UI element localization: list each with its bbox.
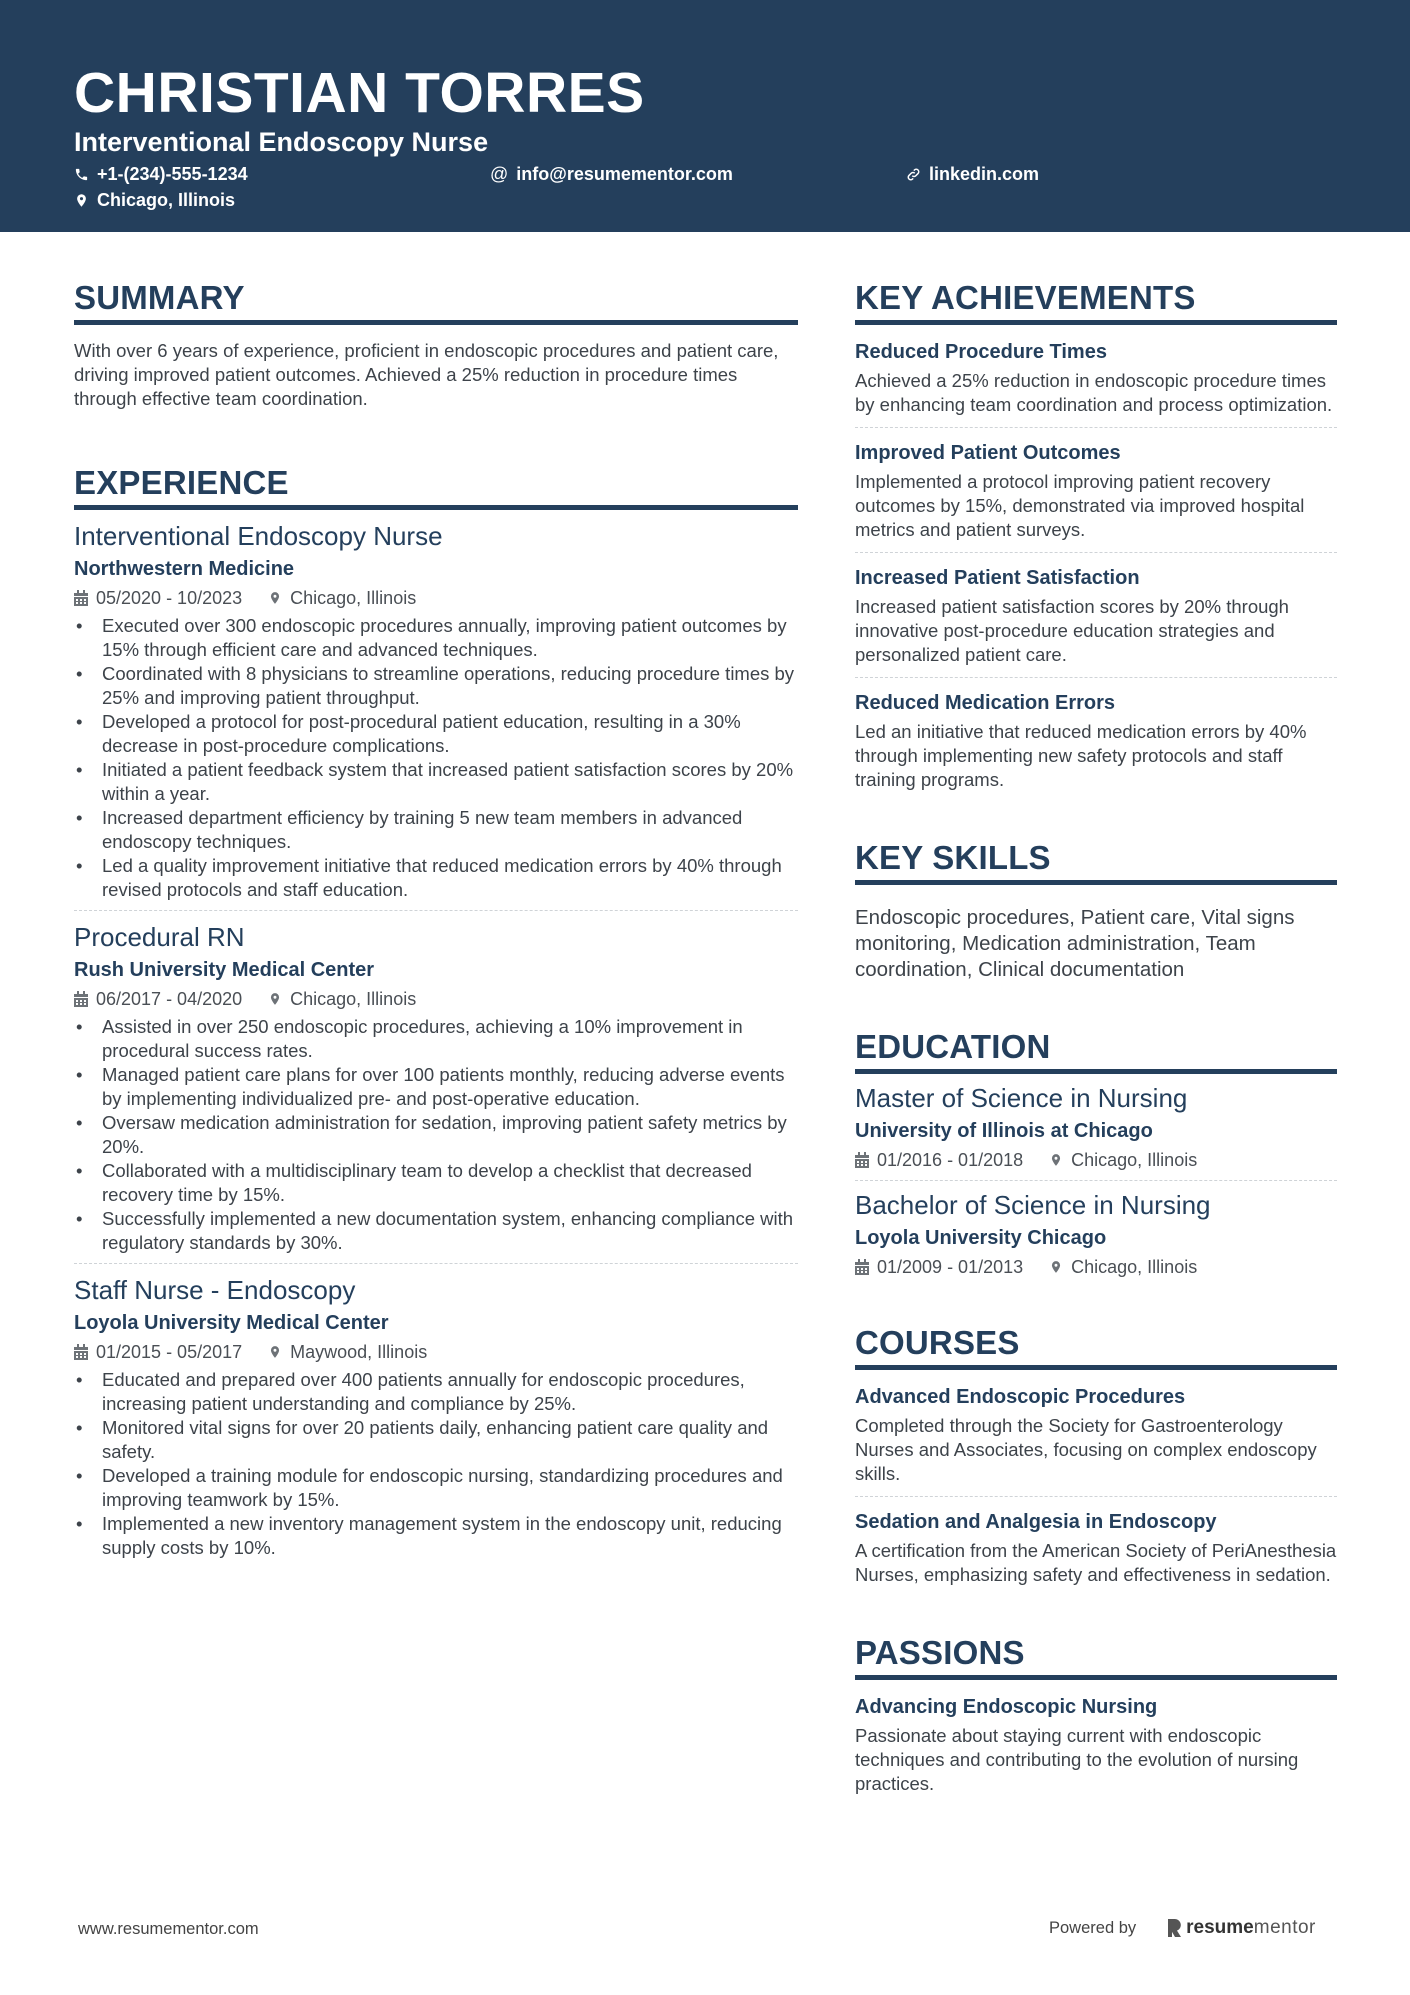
bullet-item: • Developed a protocol for post-procedural patient education, resulting in a 30% decrease in post-procedure complications.: [74, 710, 798, 758]
bullet-item: • Increased department efficiency by training 5 new team members in advanced endoscopy techniques.: [74, 806, 798, 854]
company-name: Rush University Medical Center: [74, 959, 375, 981]
calendar-icon: [74, 1344, 88, 1360]
location: [268, 1340, 427, 1364]
bullet-list: [74, 1368, 798, 1560]
map-pin-icon: [268, 590, 282, 606]
achievement-list: [855, 339, 1337, 802]
achievement-description: Led an initiative that reduced medication errors by 40% through implementing new safety protocols and staff training programs.: [855, 721, 1307, 790]
map-pin-icon: [1049, 1152, 1063, 1168]
map-pin-icon: [268, 991, 282, 1007]
section-divider: [855, 1365, 1337, 1370]
candidate-name: CHRISTIAN TORRES: [74, 61, 645, 125]
course: [855, 1496, 1337, 1597]
summary-text: With over 6 years of experience, proficient in endoscopic procedures and patient care, driving improved patient outcomes. Achieved a 25% reduction in procedure times through effective team coordination.: [74, 340, 779, 409]
link-text[interactable]: linkedin.com: [929, 164, 1040, 184]
bullet-item: • Monitored vital signs for over 20 patients daily, enhancing patient care quality and safety.: [74, 1416, 798, 1464]
phone-icon: [74, 167, 89, 182]
section-divider: [74, 505, 798, 510]
date-range: 01/2016 - 01/2018: [877, 1150, 1024, 1170]
skills-text: Endoscopic procedures, Patient care, Vital signs monitoring, Medication administration, Team coordination, Clinical documentation: [855, 906, 1295, 981]
achievement-description: Increased patient satisfaction scores by 20% through innovative post-procedure education strategies and personalized patient care.: [855, 596, 1289, 665]
achievement-title: Improved Patient Outcomes: [855, 442, 1121, 464]
date-range: 05/2020 - 10/2023: [96, 588, 243, 608]
bullet-item: • Educated and prepared over 400 patients annually for endoscopic procedures, increasing patient understanding and compliance by 25%.: [74, 1368, 798, 1416]
course-description: Completed through the Society for Gastroenterology Nurses and Associates, focusing on complex endoscopy skills.: [855, 1415, 1317, 1484]
section-title: SUMMARY: [74, 279, 245, 316]
experience-section: [74, 463, 798, 1568]
section-divider: [74, 320, 798, 325]
skills-section: [855, 838, 1337, 983]
bullet-list: [74, 614, 798, 902]
email-text[interactable]: info@resumementor.com: [516, 164, 733, 184]
location-text: Maywood, Illinois: [290, 1342, 428, 1362]
calendar-icon: [74, 991, 88, 1007]
location: [1049, 1148, 1197, 1172]
school-name: University of Illinois at Chicago: [855, 1120, 1153, 1142]
achievement-title: Increased Patient Satisfaction: [855, 567, 1140, 589]
date-range: 06/2017 - 04/2020: [96, 989, 243, 1009]
location: [1049, 1255, 1197, 1279]
degree: Bachelor of Science in Nursing: [855, 1190, 1211, 1220]
map-pin-icon: [1049, 1259, 1063, 1275]
resumementor-logo[interactable]: [1166, 1917, 1316, 1939]
bullet-item: • Managed patient care plans for over 100 patients monthly, reducing adverse events by implementing individualized pre- and post-operative education.: [74, 1063, 798, 1111]
phone-text: +1-(234)-555-1234: [97, 164, 248, 184]
passion: [855, 1694, 1337, 1806]
achievement-title: Reduced Procedure Times: [855, 341, 1107, 363]
achievement-description: Achieved a 25% reduction in endoscopic procedure times by enhancing team coordination and process optimization.: [855, 370, 1333, 415]
company-name: Northwestern Medicine: [74, 558, 295, 580]
course-title: Advanced Endoscopic Procedures: [855, 1386, 1186, 1408]
calendar-icon: [74, 590, 88, 606]
section-title: KEY ACHIEVEMENTS: [855, 279, 1196, 316]
at-icon: @: [490, 164, 509, 184]
left-column: [74, 278, 798, 1604]
date-location-row: [855, 1255, 1337, 1279]
education-section: [855, 1027, 1337, 1287]
passion-list: [855, 1694, 1337, 1806]
job-entry: [74, 910, 798, 1263]
logo-mark-icon: [1166, 1918, 1182, 1938]
location: [268, 586, 416, 610]
achievements-section: [855, 278, 1337, 802]
right-column: [855, 278, 1337, 1842]
job-title: Procedural RN: [74, 922, 245, 952]
achievement: [855, 339, 1337, 427]
course-description: A certification from the American Society of PeriAnesthesia Nurses, emphasizing safety and effectiveness in sedation.: [855, 1540, 1337, 1585]
date-range: 01/2009 - 01/2013: [877, 1257, 1024, 1277]
bullet-item: • Initiated a patient feedback system that increased patient satisfaction scores by 20% within a year.: [74, 758, 798, 806]
bullet-item: • Coordinated with 8 physicians to streamline operations, reducing procedure times by 25% and improving patient throughput.: [74, 662, 798, 710]
course-list: [855, 1384, 1337, 1597]
link-icon: [906, 167, 921, 182]
date-location-row: [74, 987, 798, 1011]
contact-link[interactable]: [906, 163, 1039, 185]
location-text: Chicago, Illinois: [1071, 1257, 1198, 1277]
bullet-item: • Assisted in over 250 endoscopic procedures, achieving a 10% improvement in procedural success rates.: [74, 1015, 798, 1063]
achievement: [855, 677, 1337, 802]
date-location-row: [74, 586, 798, 610]
section-title: KEY SKILLS: [855, 839, 1051, 876]
school-name: Loyola University Chicago: [855, 1227, 1107, 1249]
logo-text-regular: mentor: [1253, 1917, 1316, 1938]
contact-phone: [74, 163, 248, 185]
candidate-title: Interventional Endoscopy Nurse: [74, 127, 489, 157]
location-text: Chicago, Illinois: [290, 588, 417, 608]
date-range: 01/2015 - 05/2017: [96, 1342, 243, 1362]
logo-text-bold: resume: [1186, 1917, 1254, 1938]
course: [855, 1384, 1337, 1496]
bullet-list: [74, 1015, 798, 1255]
bullet-item: • Developed a training module for endoscopic nursing, standardizing procedures and improving teamwork by 15%.: [74, 1464, 798, 1512]
location: [268, 987, 416, 1011]
section-title: COURSES: [855, 1324, 1020, 1361]
location-text: Chicago, Illinois: [1071, 1150, 1198, 1170]
passion-description: Passionate about staying current with endoscopic techniques and contributing to the evolution of nursing practices.: [855, 1725, 1299, 1794]
job-title: Interventional Endoscopy Nurse: [74, 521, 443, 551]
section-divider: [855, 1675, 1337, 1680]
contact-location: [74, 189, 235, 211]
achievement: [855, 552, 1337, 677]
job-list: [74, 520, 798, 1568]
date-location-row: [74, 1340, 798, 1364]
section-title: PASSIONS: [855, 1634, 1025, 1671]
company-name: Loyola University Medical Center: [74, 1312, 389, 1334]
passions-section: [855, 1633, 1337, 1806]
courses-section: [855, 1323, 1337, 1597]
bullet-item: • Implemented a new inventory management system in the endoscopy unit, reducing supply costs by 10%.: [74, 1512, 798, 1560]
education-entry: [855, 1180, 1337, 1287]
achievement-description: Implemented a protocol improving patient recovery outcomes by 15%, demonstrated via improved hospital metrics and patient surveys.: [855, 471, 1305, 540]
section-title: EXPERIENCE: [74, 464, 289, 501]
date-location-row: [855, 1148, 1337, 1172]
degree: Master of Science in Nursing: [855, 1083, 1188, 1113]
job-entry: [74, 520, 798, 910]
location-text: Chicago, Illinois: [290, 989, 417, 1009]
calendar-icon: [855, 1259, 869, 1275]
education-entry: [855, 1082, 1337, 1180]
passion-title: Advancing Endoscopic Nursing: [855, 1696, 1158, 1718]
summary-section: [74, 278, 798, 411]
footer-branding: [1049, 1917, 1316, 1939]
achievement-title: Reduced Medication Errors: [855, 692, 1116, 714]
bullet-item: • Oversaw medication administration for sedation, improving patient safety metrics by 20%.: [74, 1111, 798, 1159]
job-entry: [74, 1263, 798, 1568]
map-pin-icon: [74, 193, 89, 208]
section-divider: [855, 880, 1337, 885]
achievement: [855, 427, 1337, 552]
section-title: EDUCATION: [855, 1028, 1051, 1065]
footer-website[interactable]: www.resumementor.com: [78, 1920, 259, 1938]
job-title: Staff Nurse - Endoscopy: [74, 1275, 356, 1305]
section-divider: [855, 1069, 1337, 1074]
contact-email[interactable]: [490, 163, 733, 185]
map-pin-icon: [268, 1344, 282, 1360]
course-title: Sedation and Analgesia in Endoscopy: [855, 1511, 1217, 1533]
bullet-item: • Led a quality improvement initiative that reduced medication errors by 40% through revised protocols and staff education.: [74, 854, 798, 902]
powered-by-label: Powered by: [1049, 1918, 1137, 1937]
bullet-item: • Executed over 300 endoscopic procedures annually, improving patient outcomes by 15% through efficient care and advanced techniques.: [74, 614, 798, 662]
resume-header: [0, 0, 1410, 232]
bullet-item: • Successfully implemented a new documentation system, enhancing compliance with regulatory standards by 30%.: [74, 1207, 798, 1255]
education-list: [855, 1082, 1337, 1287]
location-text: Chicago, Illinois: [97, 190, 236, 210]
bullet-item: • Collaborated with a multidisciplinary team to develop a checklist that decreased recovery time by 15%.: [74, 1159, 798, 1207]
calendar-icon: [855, 1152, 869, 1168]
section-divider: [855, 320, 1337, 325]
